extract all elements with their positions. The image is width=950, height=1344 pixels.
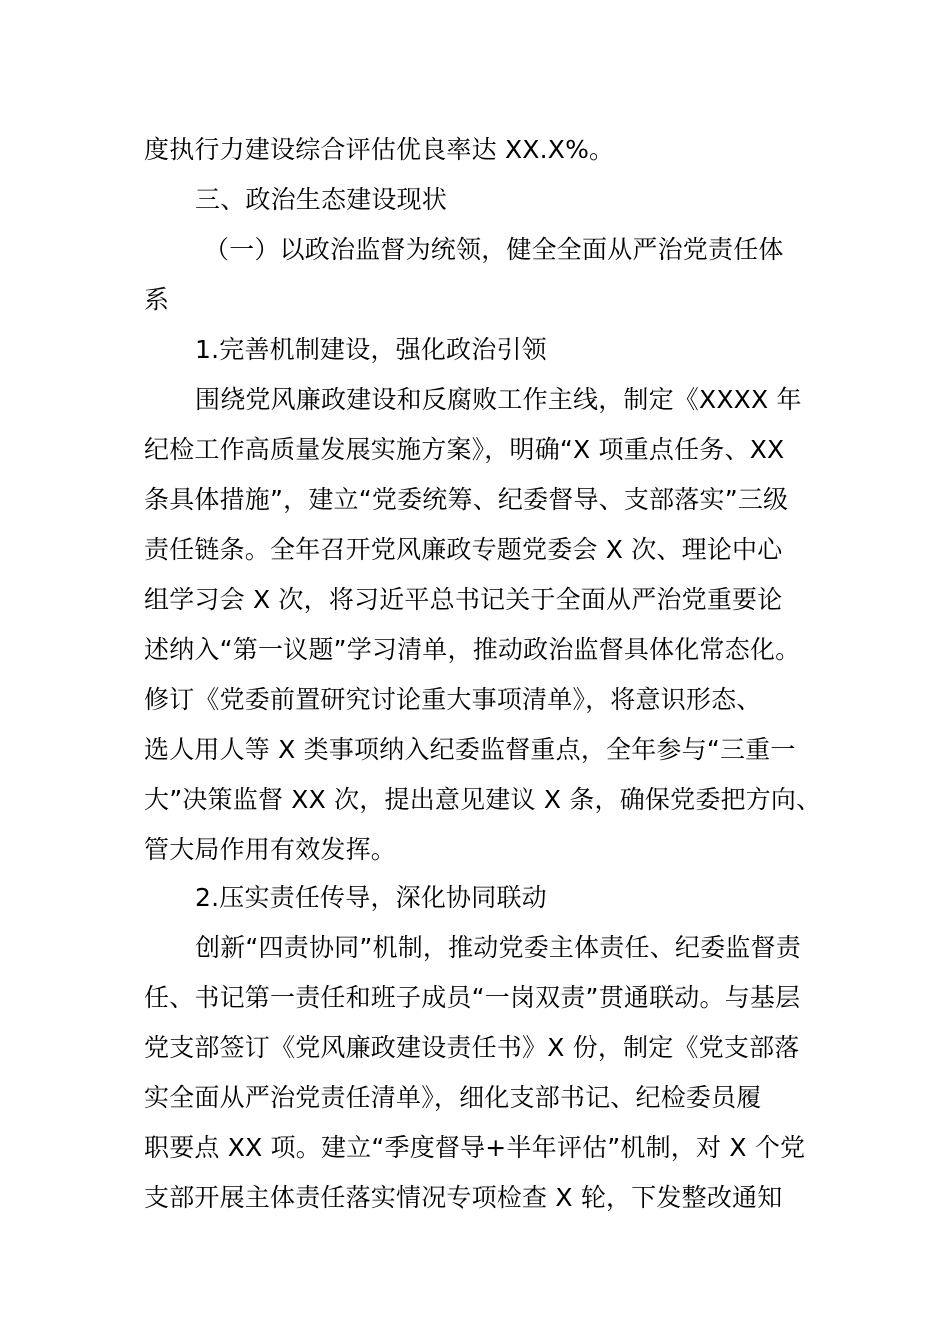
item-heading-2: 2.压实责任传导，深化协同联动 — [195, 883, 547, 912]
paragraph-line: 大”决策监督 XX 次，提出意见建议 X 条，确保党委把方向、 — [144, 785, 822, 814]
subsection-heading-continued: 系 — [144, 285, 170, 314]
section-heading: 三、政治生态建设现状 — [195, 185, 448, 214]
paragraph-line: 组学习会 X 次，将习近平总书记关于全面从严治党重要论 — [144, 585, 783, 614]
paragraph-line: 实全面从严治党责任清单》，细化支部书记、纪检委员履 — [144, 1083, 762, 1112]
paragraph-line: 围绕党风廉政建设和反腐败工作主线，制定《XXXX 年 — [195, 385, 802, 414]
paragraph-line: 党支部签订《党风廉政建设责任书》X 份，制定《党支部落 — [144, 1033, 800, 1062]
paragraph-line: 管大局作用有效发挥。 — [144, 835, 397, 864]
subsection-heading: （一）以政治监督为统领，健全全面从严治党责任体 — [204, 235, 784, 264]
item-heading-1: 1.完善机制建设，强化政治引领 — [195, 335, 547, 364]
paragraph-line: 度执行力建设综合评估优良率达 XX.X%。 — [144, 135, 615, 164]
paragraph-line: 修订《党委前置研究讨论重大事项清单》，将意识形态、 — [144, 685, 762, 714]
paragraph-line: 条具体措施”，建立“党委统筹、纪委督导、支部落实”三级 — [144, 485, 789, 514]
paragraph-line: 纪检工作高质量发展实施方案》，明确“X 项重点任务、XX — [144, 435, 785, 464]
paragraph-line: 任、书记第一责任和班子成员“一岗双责”贯通联动。与基层 — [144, 983, 801, 1012]
paragraph-line: 述纳入“第一议题”学习清单，推动政治监督具体化常态化。 — [144, 635, 801, 664]
paragraph-line: 创新“四责协同”机制，推动党委主体责任、纪委监督责 — [195, 933, 801, 962]
paragraph-line: 责任链条。全年召开党风廉政专题党委会 X 次、理论中心 — [144, 535, 783, 564]
paragraph-line: 支部开展主体责任落实情况专项检查 X 轮，下发整改通知 — [144, 1183, 783, 1212]
paragraph-line: 职要点 XX 项。建立“季度督导+半年评估”机制，对 X 个党 — [144, 1133, 806, 1162]
paragraph-line: 选人用人等 X 类事项纳入纪委监督重点，全年参与“三重一 — [144, 735, 796, 764]
